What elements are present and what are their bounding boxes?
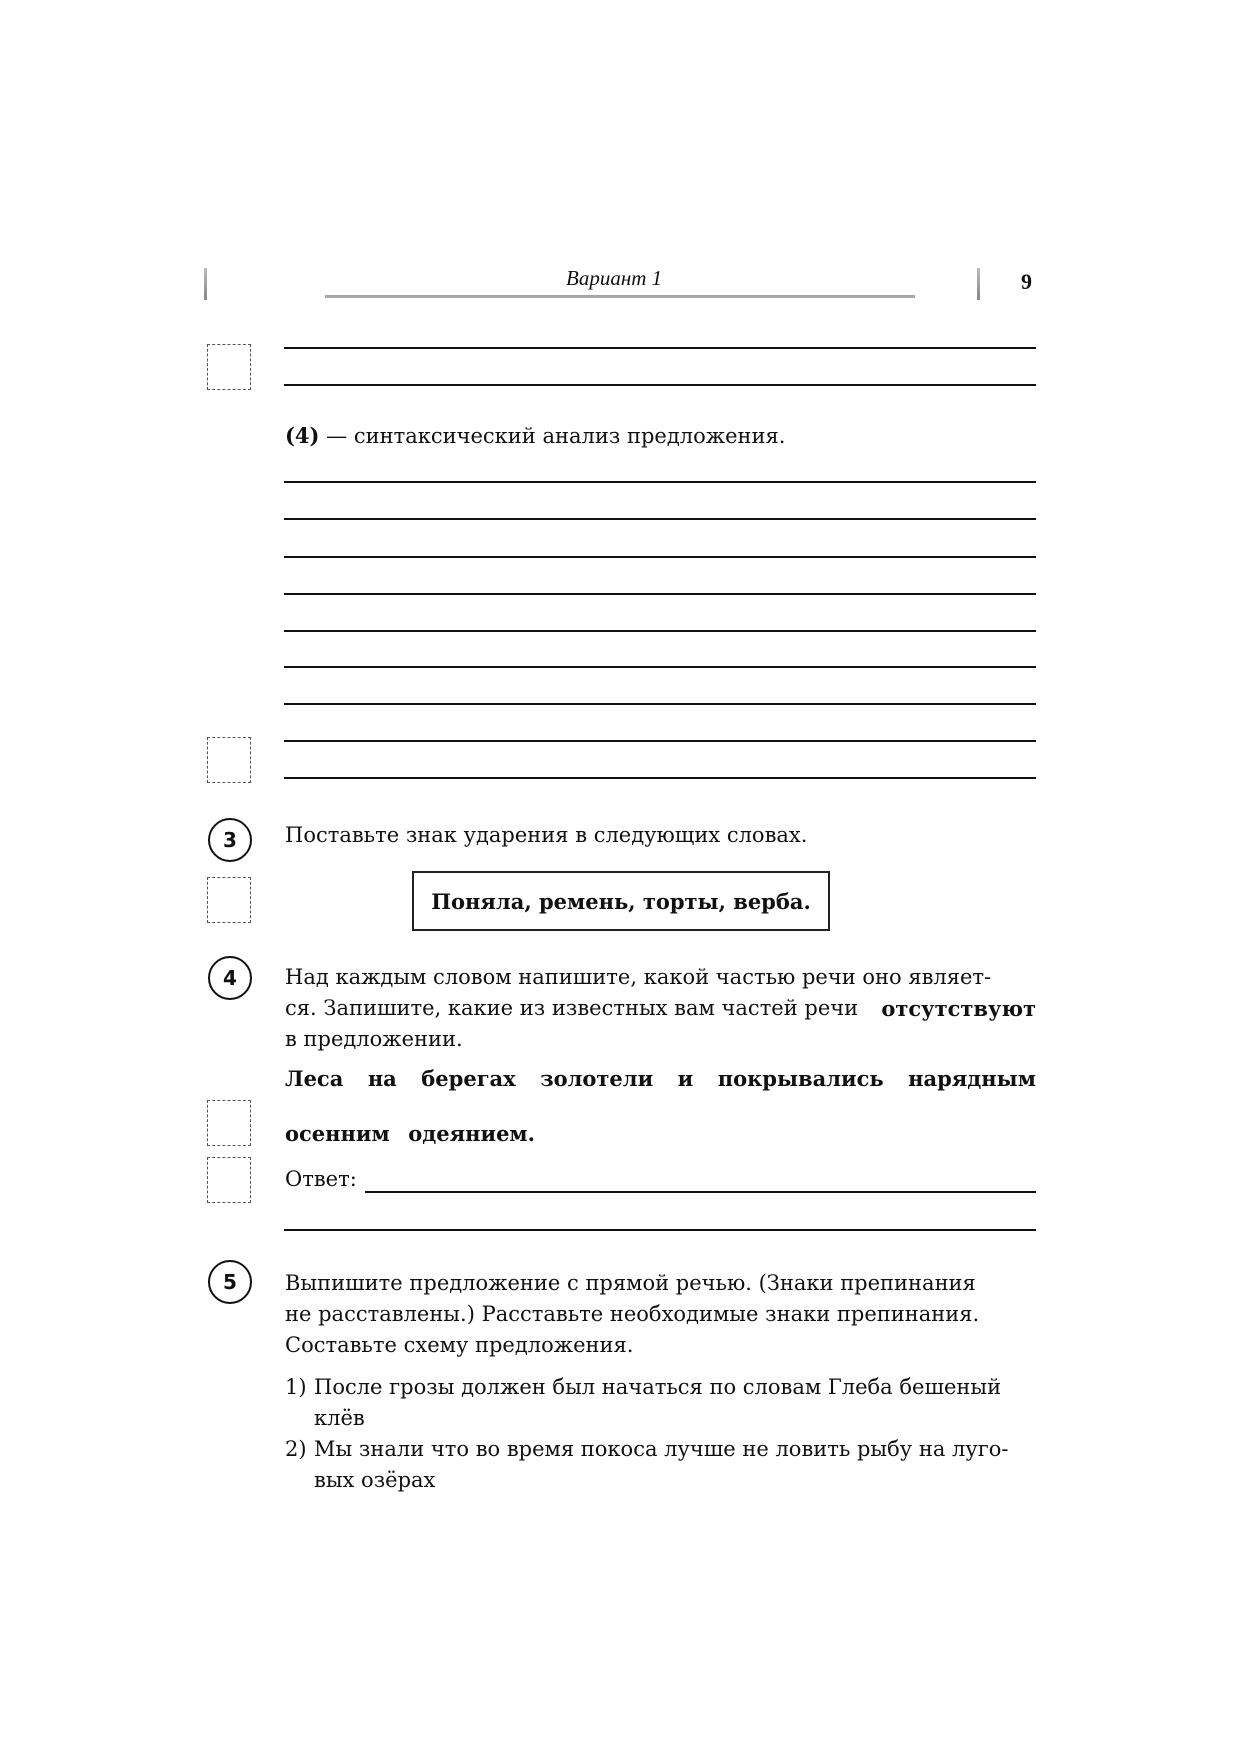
sentence-word: нарядным — [908, 1066, 1036, 1091]
score-box — [207, 344, 251, 390]
answer-line[interactable] — [284, 666, 1036, 668]
answer-line[interactable] — [284, 556, 1036, 558]
answer-line[interactable] — [284, 703, 1036, 705]
sentence-word: покрывались — [717, 1066, 884, 1091]
answer-line[interactable] — [284, 740, 1036, 742]
answer-line[interactable] — [284, 384, 1036, 386]
answer-line[interactable] — [284, 777, 1036, 779]
header-rule — [325, 295, 915, 298]
words-box: Поняла, ремень, торты, верба. — [412, 871, 830, 931]
sentence-word: Леса — [285, 1066, 344, 1091]
answer-line[interactable] — [284, 630, 1036, 632]
answer-line[interactable] — [284, 481, 1036, 483]
task-4-prompt-line-3: в предложении. — [285, 1027, 463, 1051]
task-5-prompt-line-3: Составьте схему предложения. — [285, 1333, 634, 1357]
task-4-prompt-line-1: Над каждым словом напишите, какой частью речи оно являет- — [285, 965, 992, 989]
sentence-word: золотели — [540, 1066, 654, 1091]
prompt-bold-word: отсутствуют — [881, 996, 1036, 1021]
subtask-text: — синтаксический анализ предложения. — [319, 424, 786, 448]
score-box — [207, 1157, 251, 1203]
option-number: 1) — [285, 1375, 307, 1399]
subtask-number: (4) — [285, 423, 320, 448]
option-1-line-1: После грозы должен был начаться по словам Глеба бешеный — [314, 1375, 1002, 1399]
sentence-word: осенним — [285, 1121, 390, 1146]
sentence-word: и — [677, 1066, 694, 1091]
option-2-line-1: Мы знали что во время покоса лучше не ловить рыбу на луго- — [314, 1437, 1009, 1461]
sentence-word: одеянием. — [408, 1121, 535, 1146]
answer-line[interactable] — [284, 347, 1036, 349]
option-1-line-2: клёв — [314, 1406, 365, 1430]
task-number-badge: 3 — [208, 818, 252, 862]
score-box — [207, 1100, 251, 1146]
sentence-word: берегах — [421, 1066, 516, 1091]
header-left-bar — [204, 268, 207, 300]
answer-line[interactable] — [284, 593, 1036, 595]
subtask-4-label — [285, 420, 785, 452]
score-box — [207, 877, 251, 923]
task-5-prompt-line-1: Выпишите предложение с прямой речью. (Знаки препинания — [285, 1271, 976, 1295]
answer-label: Ответ: — [285, 1167, 357, 1191]
task-4-sentence-line-1 — [285, 1066, 1036, 1091]
task-4-prompt-line-2 — [285, 993, 1036, 1024]
task-5-prompt-line-2: не расставлены.) Расставьте необходимые знаки препинания. — [285, 1302, 980, 1326]
sentence-word: на — [367, 1066, 397, 1091]
page-title: Вариант 1 — [566, 266, 663, 290]
header-right-bar — [977, 268, 980, 300]
answer-line[interactable] — [365, 1191, 1036, 1193]
task-3-prompt: Поставьте знак ударения в следующих словах. — [285, 823, 808, 847]
option-2-line-2: вых озёрах — [314, 1468, 436, 1492]
page-number: 9 — [1021, 269, 1032, 294]
task-number-badge: 4 — [208, 956, 252, 1000]
task-4-sentence-line-2 — [285, 1121, 535, 1146]
score-box — [207, 737, 251, 783]
answer-line[interactable] — [284, 1229, 1036, 1231]
answer-line[interactable] — [284, 518, 1036, 520]
option-number: 2) — [285, 1437, 307, 1461]
task-number-badge: 5 — [208, 1260, 252, 1304]
prompt-text: ся. Запишите, какие из известных вам частей речи — [285, 996, 859, 1020]
